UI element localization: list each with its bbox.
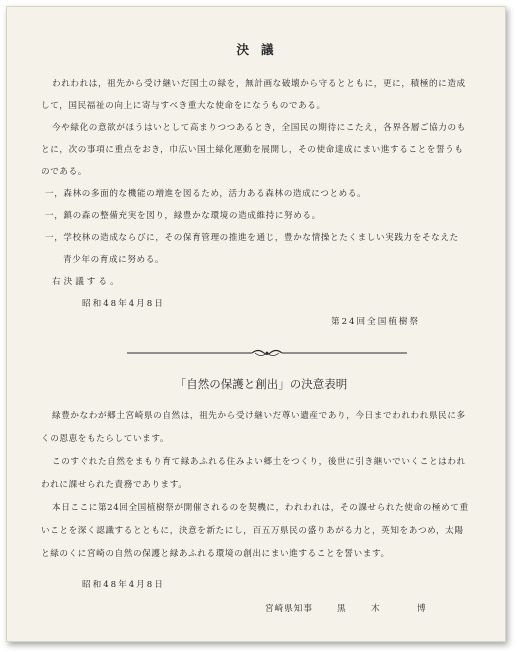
declaration-line: いことを深く認識するとともに，決意を新たにし，百五万県民の盛りあがる力と，英知をあつめ，太陽 [41, 526, 464, 536]
resolution-closing: 右決議する。 [52, 277, 122, 287]
resolution-title: 決議 [236, 42, 286, 57]
document-frame [6, 6, 506, 642]
declaration-line: と緑のくに宮崎の自然の保護と緑あふれる環境の創出にまい進することを誓います。 [41, 549, 390, 559]
resolution-line: われわれは，祖先から受け継いだ国土の緑を，無計画な破壊から守るとともに，更に，積極的に造成 [52, 79, 466, 89]
declaration-line: くの恩恵をもたらしています。 [41, 434, 170, 444]
resolution-item: 一，鎮の森の整備充実を図り，緑豊かな環境の造成維持に努める。 [45, 211, 321, 221]
ornamental-divider [127, 348, 407, 358]
declaration-title: 「自然の保護と創出」の決意表明 [174, 377, 348, 391]
resolution-date: 昭和48年4月8日 [82, 299, 165, 309]
signatory-name-part: 黒 [337, 604, 347, 614]
signatory-name-part: 博 [417, 604, 427, 614]
resolution-item: 一，学校林の造成ならびに，その保育管理の推進を通じ，豊かな情操とたくましい実践力をそなえた [45, 233, 459, 243]
resolution-organizer: 第24回全国植樹祭 [331, 317, 421, 327]
resolution-line: 今や緑化の意欲がほうはいとして高まりつつあるとき，全国民の期待にこたえ，各界各層ご協力のも [52, 123, 466, 133]
resolution-item: 一，森林の多面的な機能の増進を図るため，活力ある森林の造成につとめる。 [45, 189, 367, 199]
declaration-line: このすぐれた自然をまもり育て緑あふれる住みよい郷土をつくり，後世に引き継いでいくことはわれ [52, 457, 466, 467]
declaration-date: 昭和48年4月8日 [82, 580, 165, 590]
resolution-item: 青少年の育成に努める。 [63, 255, 165, 265]
declaration-line: 緑豊かなわが郷土宮崎県の自然は，祖先から受け継いだ尊い遺産であり，今日までわれわれ県民に多 [52, 411, 466, 421]
signatory-title: 宮崎県知事 [265, 604, 313, 614]
signatory-name-part: 木 [371, 604, 381, 614]
declaration-line: われに課せられた責務であります。 [41, 480, 188, 490]
declaration-line: 本日ここに第24回全国植樹祭が開催されるのを契機に，われわれは，その課せられた使命の極めて重 [52, 503, 469, 513]
resolution-line: のである。 [41, 167, 87, 177]
resolution-line: とに，次の事項に重点をおき，巾広い国土緑化運動を展開し，その使命達成にまい進することを誓うも [41, 145, 464, 155]
resolution-line: して，国民福祉の向上に寄与すべき重大な使命をになうものである。 [41, 101, 326, 111]
